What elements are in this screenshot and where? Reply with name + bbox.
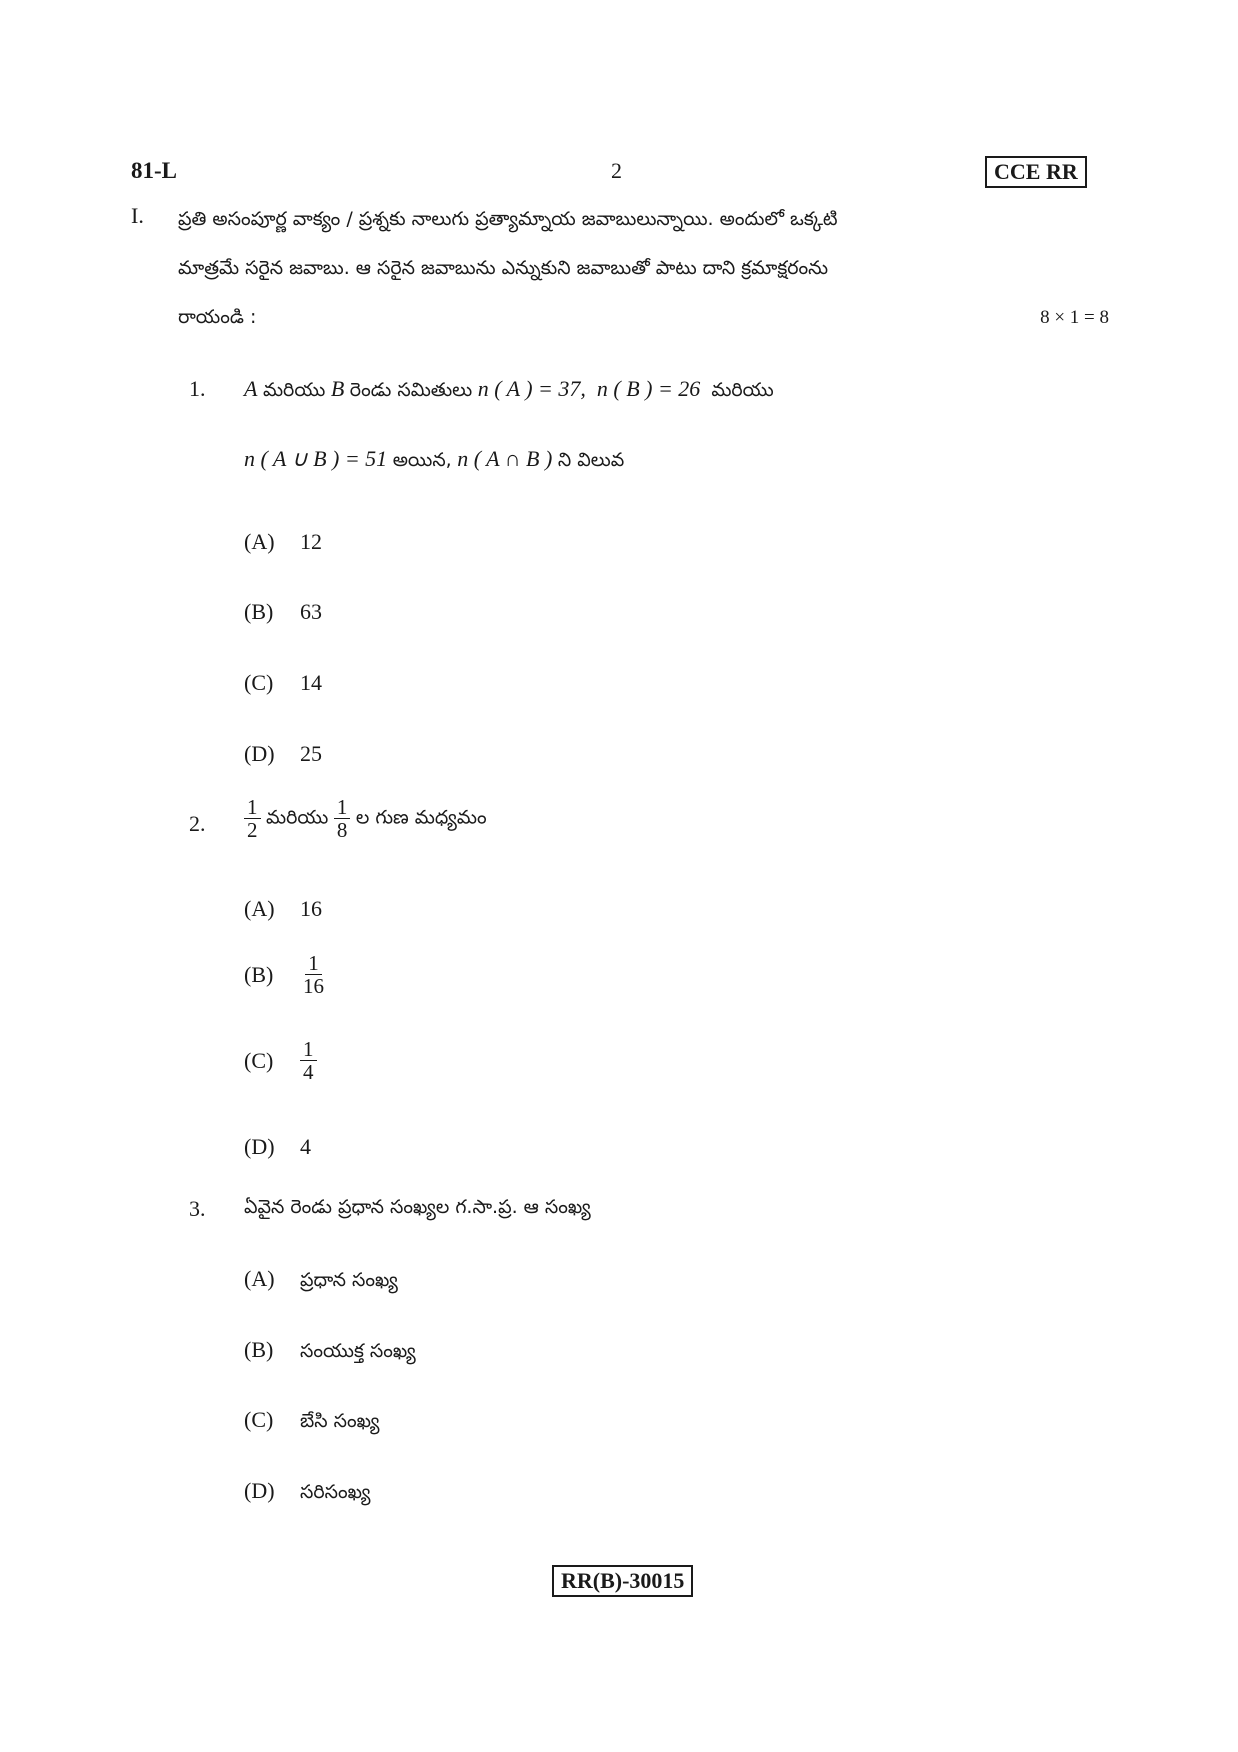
q1-option-d: (D) 25 bbox=[244, 741, 322, 766]
q1-option-a: (A) 12 bbox=[244, 529, 322, 554]
section-marks: 8 × 1 = 8 bbox=[1040, 307, 1109, 328]
q3-option-d: (D) సరిసంఖ్య bbox=[244, 1478, 371, 1503]
q1-var-a: A bbox=[244, 376, 258, 401]
q1-var-b: B bbox=[330, 376, 345, 401]
paper-code: 81-L bbox=[131, 158, 177, 183]
footer-code-box: RR(B)-30015 bbox=[552, 1565, 693, 1597]
q1-nb: n ( B ) = 26 bbox=[596, 376, 701, 401]
section-instructions bbox=[178, 195, 1109, 342]
q1-option-b: (B) 63 bbox=[244, 599, 322, 624]
question-2-number: 2. bbox=[189, 811, 206, 836]
instruction-line-2: మాత్రమే సరైన జవాబు. ఆ సరైన జవాబును ఎన్నుకుని జవాబుతో పాటు దాని క్రమాక్షరంను bbox=[178, 257, 829, 279]
q3-option-b: (B) సంయుక్త సంఖ్య bbox=[244, 1337, 416, 1362]
q1-intersection: n ( A ∩ B ) bbox=[457, 446, 553, 471]
series-box: CCE RR bbox=[985, 156, 1087, 188]
instruction-line-1: ప్రతి అసంపూర్ణ వాక్యం / ప్రశ్నకు నాలుగు ప్రత్యామ్నాయ జవాబులున్నాయి. అందులో ఒక్కటి bbox=[178, 208, 838, 230]
instruction-write-text: రాయండి : bbox=[178, 306, 257, 328]
instruction-line-3 bbox=[178, 293, 1109, 342]
q1-union: n ( A ∪ B ) = 51 bbox=[244, 446, 388, 471]
question-3-number: 3. bbox=[189, 1196, 206, 1221]
q2-fraction-2: $\frac{1}{8}$ bbox=[334, 796, 351, 841]
question-3-text: ఏవైన రెండు ప్రధాన సంఖ్యల గ.సా.ప్ర. ఆ సంఖ్య bbox=[244, 1196, 591, 1218]
q3-option-c: (C) బేసి సంఖ్య bbox=[244, 1407, 380, 1432]
q2-fraction-1: $\frac{1}{2}$ bbox=[244, 796, 261, 841]
page-number: 2 bbox=[611, 158, 622, 183]
question-1-line-1: A మరియు B రెండు సమితులు n ( A ) = 37, n ( B ) = 26 మరియు bbox=[244, 376, 774, 401]
question-2-text: $\frac{1}{2}$ మరియు $\frac{1}{8}$ ల గుణ మధ్యమం bbox=[244, 796, 487, 841]
q2-option-b: (B) $\frac{1}{16}$ bbox=[244, 951, 324, 998]
question-1-number: 1. bbox=[189, 376, 206, 401]
q2-option-d: (D) 4 bbox=[244, 1134, 311, 1159]
section-number: I. bbox=[131, 203, 144, 228]
q2-option-a: (A) 16 bbox=[244, 896, 322, 921]
q1-option-c: (C) 14 bbox=[244, 670, 322, 695]
q3-option-a: (A) ప్రధాన సంఖ్య bbox=[244, 1266, 398, 1291]
q1-na: n ( A ) = 37, bbox=[477, 376, 586, 401]
q2-option-c: (C) $\frac{1}{4}$ bbox=[244, 1038, 317, 1083]
question-1-line-2: n ( A ∪ B ) = 51 అయిన, n ( A ∩ B ) ని విలువ bbox=[244, 446, 625, 471]
